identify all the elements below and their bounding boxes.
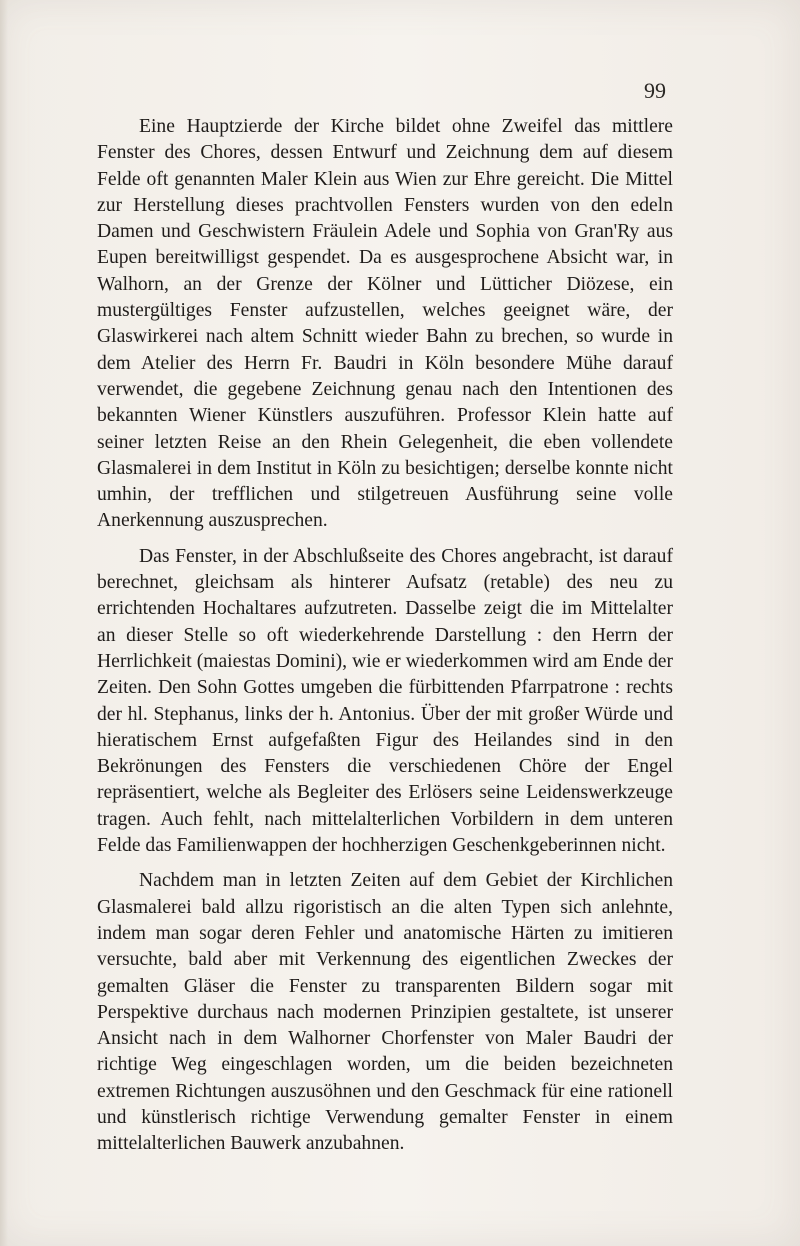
page-edge-shadow (0, 0, 8, 1246)
page-number: 99 (644, 78, 666, 103)
body-text (97, 114, 673, 1158)
paragraph-3: Nachdem man in letzten Zeiten auf dem Gebiet der Kirchlichen Glasmalerei bald allzu rigoristisch an die alten Typen sich anlehnte, indem man sogar deren Fehler und anatomische Härten zu imitieren versuchte, bald aber mit Verkennung des eigentlichen Zweckes der gemalten Gläser die Fenster zu transparenten Bildern sogar mit Perspektive durchaus nach modernen Prinzipien gestaltete, ist unserer Ansicht nach in dem Walhorner Chorfenster von Maler Baudri der richtige Weg eingeschlagen worden, um die beiden bezeichneten extremen Richtungen auszusöhnen und den Geschmack für eine rationell und künstlerisch richtige Verwendung gemalter Fenster in einem mittelalterlichen Bauwerk anzubahnen. (97, 870, 673, 1155)
paragraph-2: Das Fenster, in der Abschlußseite des Chores angebracht, ist darauf berechnet, gleichsam als hinterer Aufsatz (retable) des neu zu errichtenden Hochaltares aufzutreten. Dasselbe zeigt die im Mittelalter an dieser Stelle so oft wiederkehrende Darstellung : den Herrn der Herrlichkeit (maiestas Domini), wie er wiederkommen wird am Ende der Zeiten. Den Sohn Gottes umgeben die fürbittenden Pfarrpatrone : rechts der hl. Stephanus, links der h. Antonius. Über der mit großer Würde und hieratischem Ernst aufgefaßten Figur des Heilandes sind in den Bekrönungen des Fensters die verschiedenen Chöre der Engel repräsentiert, welche als Begleiter des Erlösers seine Leidenswerkzeuge tragen. Auch fehlt, nach mittelalterlichen Vorbildern in dem unteren Felde das Familienwappen der hochherzigen Geschenkgeberinnen nicht. (97, 545, 673, 857)
paragraph-1: Eine Hauptzierde der Kirche bildet ohne Zweifel das mittlere Fenster des Chores, dessen Entwurf und Zeichnung dem auf diesem Felde oft genannten Maler Klein aus Wien zur Ehre gereicht. Die Mittel zur Herstellung dieses prachtvollen Fensters wurden von den edeln Damen und Geschwistern Fräulein Adele und Sophia von Gran'Ry aus Eupen bereitwilligst gespendet. Da es ausgesprochene Absicht war, in Walhorn, an der Grenze der Kölner und Lütticher Diözese, ein mustergültiges Fenster aufzustellen, welches geeignet wäre, der Glaswirkerei nach altem Schnitt wieder Bahn zu brechen, so wurde in dem Atelier des Herrn Fr. Baudri in Köln besondere Mühe darauf verwendet, die gegebene Zeichnung genau nach den Intentionen des bekannten Wiener Künstlers auszuführen. Professor Klein hatte auf seiner letzten Reise an den Rhein Gelegenheit, die eben vollendete Glasmalerei in dem Institut in Köln zu besichtigen; derselbe konnte nicht umhin, der trefflichen und stilgetreuen Ausführung seine volle Anerkennung auszusprechen. (97, 116, 673, 532)
